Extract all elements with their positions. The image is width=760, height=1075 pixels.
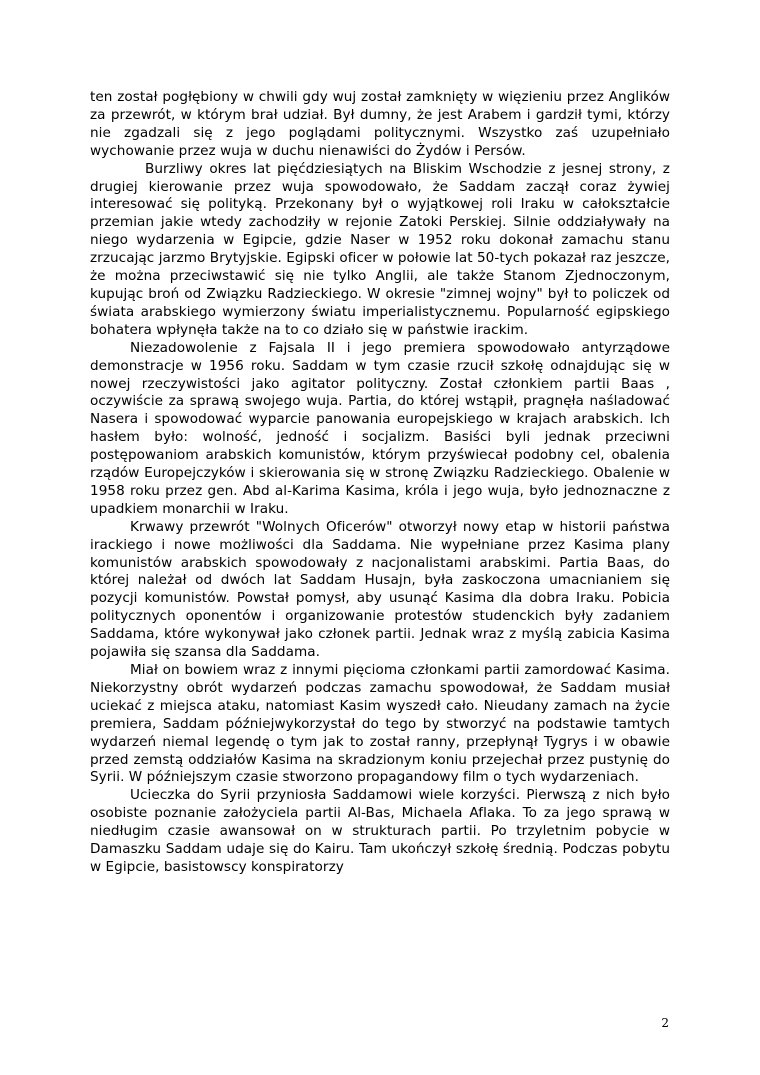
paragraph-5: Miał on bowiem wraz z innymi pięcioma członkami partii zamordować Kasima. Niekorzystny obrót wydarzeń podczas zamachu spowodował, że Saddam musiał uciekać z miejsca ataku, natomiast Kasim wyszedł cało. Nieudany zamach na życie premiera, Saddam późniejwykorzystał do tego by stworzyć na podstawie tamtych wydarzeń niemal legendę o tym jak to został ranny, przepłynął Tygrys i w obawie przed zemstą oddziałów Kasima na skradzionym koniu przejechał przez pustynię do Syrii. W późniejszym czasie stworzono propagandowy film o tych wydarzeniach. (90, 662, 670, 786)
page-number: 2 (661, 1016, 669, 1030)
paragraph-1: ten został pogłębiony w chwili gdy wuj został zamknięty w więzieniu przez Anglików za przewrót, w którym brał udział. Był dumny, że jest Arabem i gardził tymi, którzy nie zgadzali się z jego poglądami politycznymi. Wszystko zaś uzupełniało wychowanie przez wuja w duchu nienawiści do Żydów i Persów. (90, 89, 670, 159)
paragraph-3: Niezadowolenie z Fajsala II i jego premiera spowodowało antyrządowe demonstracje w 1956 roku. Saddam w tym czasie rzucił szkołę odnajdując się w nowej rzeczywistości jako agitator polityczny. Został członkiem partii Baas , oczywiście za sprawą swojego wuja. Partia, do której wstąpił, pragnęła naśladować Nasera i spowodować wyparcie panowania europejskiego w krajach arabskich. Ich hasłem było: wolność, jedność i socjalizm. Basiści byli jednak przeciwni postępowaniom arabskich komunistów, którym przyświecał podobny cel, obalenia rządów Europejczyków i skierowania się w stronę Związku Radzieckiego. Obalenie w 1958 roku przez gen. Abd al-Karima Kasima, króla i jego wuja, było jednoznaczne z upadkiem monarchii w Iraku. (90, 339, 670, 517)
paragraph-6: Ucieczka do Syrii przyniosła Saddamowi wiele korzyści. Pierwszą z nich było osobiste poznanie założyciela partii Al-Bas, Michaela Aflaka. To za jego sprawą w niedługim czasie awansował on w strukturach partii. Po trzyletnim pobycie w Damaszku Saddam udaje się do Kairu. Tam ukończył szkołę średnią. Podczas pobytu w Egipcie, basistowscy konspiratorzy (90, 787, 670, 875)
paragraph-4: Krwawy przewrót "Wolnych Oficerów" otworzył nowy etap w historii państwa irackiego i nowe możliwości dla Saddama. Nie wypełniane przez Kasima plany komunistów arabskich spowodowały z nacjonalistami arabskimi. Partia Baas, do której należał od dwóch lat Saddam Husajn, była zaskoczona umacnianiem się pozycji komunistów. Powstał pomysł, aby usunąć Kasima dla dobra Iraku. Pobicia politycznych oponentów i organizowanie protestów studenckich były zadaniem Saddama, które wykonywał jako członek partii. Jednak wraz z myślą zabicia Kasima pojawiła się szansa dla Saddama. (90, 518, 670, 661)
paragraph-2: Burzliwy okres lat pięćdziesiątych na Bliskim Wschodzie z jesnej strony, z drugiej kierowanie przez wuja spowodowało, że Saddam zaczął coraz żywiej interesować się polityką. Przekonany był o wyjątkowej roli Iraku w całokształcie przemian jakie wtedy zachodziły w rejonie Zatoki Perskiej. Silnie oddziaływały na niego wydarzenia w Egipcie, gdzie Naser w 1952 roku dokonał zamachu stanu zrzucając jarzmo Brytyjskie. Egipski oficer w połowie lat 50-tych pokazał raz jeszcze, że można przeciwstawić się nie tylko Anglii, ale także Stanom Zjednoczonym, kupując broń od Związku Radzieckiego. W okresie "zimnej wojny" był to policzek od świata arabskiego wymierzony światu imperialistycznemu. Popularność egipskiego bohatera wpłynęła także na to co działo się w państwie irackim. (90, 160, 670, 338)
document-body (90, 89, 670, 877)
